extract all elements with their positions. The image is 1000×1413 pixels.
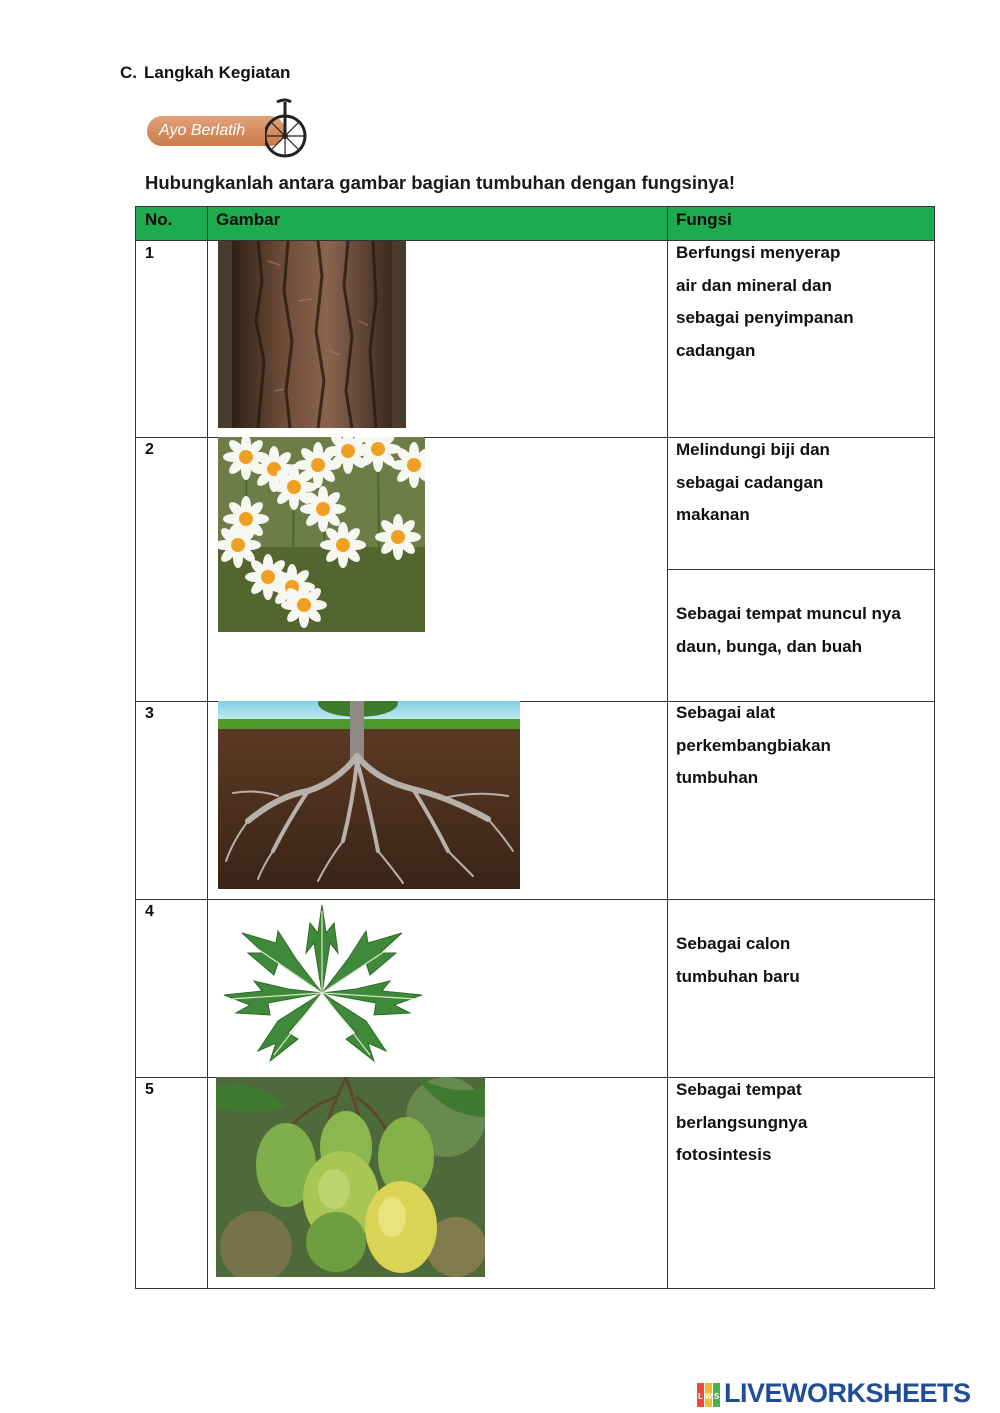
svg-text:S: S bbox=[713, 1392, 720, 1401]
ayo-berlatih-badge bbox=[147, 98, 312, 160]
fungsi-item: Sebagai calon tumbuhan baru bbox=[676, 934, 800, 986]
tree-roots-image bbox=[218, 701, 520, 889]
tree-trunk-image bbox=[218, 241, 406, 428]
matching-table bbox=[135, 206, 935, 1289]
table-header-row bbox=[136, 207, 934, 241]
instruction-text: Hubungkanlah antara gambar bagian tumbuhan dengan fungsinya! bbox=[145, 172, 735, 193]
row-divider bbox=[667, 569, 934, 570]
header-gambar: Gambar bbox=[216, 210, 281, 229]
svg-text:W: W bbox=[704, 1392, 713, 1401]
section-title: Langkah Kegiatan bbox=[144, 63, 291, 82]
daisy-flowers-image bbox=[218, 437, 425, 632]
row-number: 4 bbox=[145, 903, 154, 920]
fungsi-item: Sebagai tempat muncul nya daun, bunga, dan buah bbox=[676, 604, 901, 656]
brand-name: LIVEWORKSHEETS bbox=[724, 1378, 971, 1408]
fungsi-item: Sebagai alat perkembangbiakan tumbuhan bbox=[676, 703, 831, 787]
liveworksheets-logo-icon bbox=[697, 1383, 721, 1407]
column-divider bbox=[207, 207, 208, 1288]
column-divider bbox=[667, 207, 668, 1288]
row-divider bbox=[136, 899, 934, 900]
papaya-leaf-image bbox=[218, 903, 426, 1067]
header-fungsi: Fungsi bbox=[676, 210, 732, 229]
svg-text:L: L bbox=[698, 1392, 703, 1401]
mango-fruits-image bbox=[216, 1077, 485, 1277]
row-number: 3 bbox=[145, 705, 154, 722]
fungsi-item: Berfungsi menyerap air dan mineral dan sebagai penyimpanan cadangan bbox=[676, 243, 854, 360]
section-heading bbox=[120, 63, 290, 83]
badge-label: Ayo Berlatih bbox=[159, 122, 246, 139]
header-no: No. bbox=[145, 210, 173, 229]
row-number: 1 bbox=[145, 245, 154, 262]
section-letter: C. bbox=[120, 63, 137, 82]
fungsi-item: Melindungi biji dan sebagai cadangan makanan bbox=[676, 440, 830, 524]
row-number: 2 bbox=[145, 441, 154, 458]
fungsi-item: Sebagai tempat berlangsungnya fotosintesis bbox=[676, 1080, 808, 1164]
row-number: 5 bbox=[145, 1081, 154, 1098]
unicycle-icon bbox=[265, 98, 313, 160]
